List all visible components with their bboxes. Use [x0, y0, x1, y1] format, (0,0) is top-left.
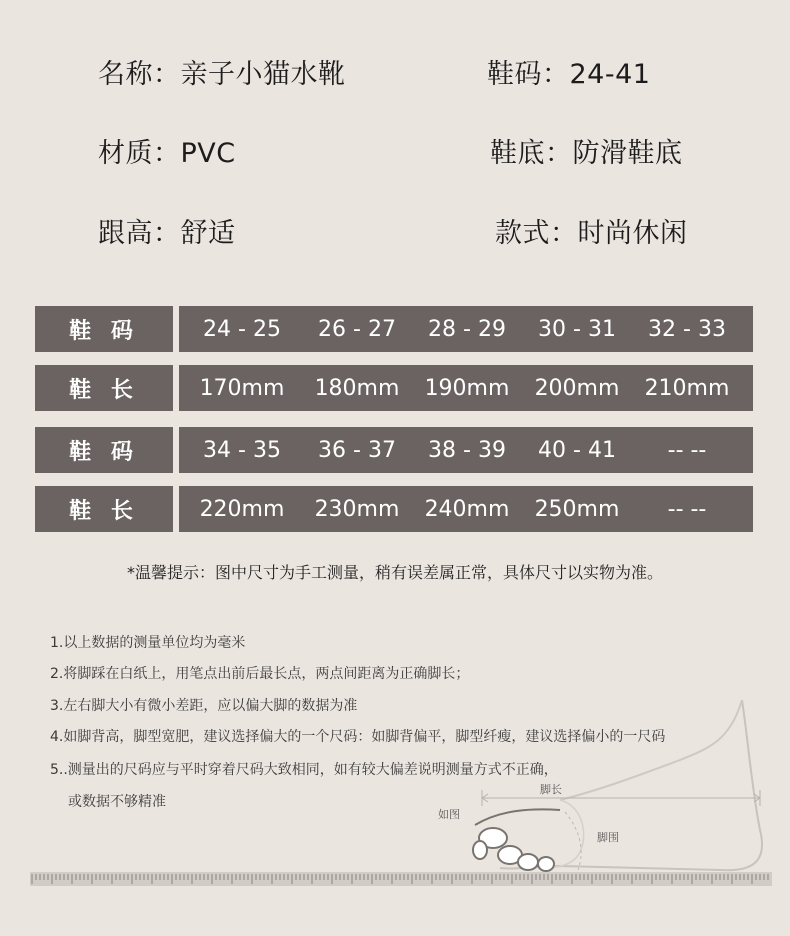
table-cell: 200mm [534, 375, 620, 401]
note-5-continued: 或数据不够精准 [68, 794, 166, 810]
spec-heel-height: 跟高：舒适 [98, 218, 236, 249]
table-cell: 26 - 27 [318, 316, 396, 342]
row-cells [179, 306, 753, 352]
foot-girth-label: 脚围 [597, 831, 619, 844]
table-cell: 34 - 35 [203, 437, 281, 463]
table-cell: 30 - 31 [538, 316, 616, 342]
spec-material: 材质：PVC [98, 138, 236, 169]
table-cell: -- -- [667, 437, 707, 463]
table-cell: 220mm [199, 496, 285, 522]
table-row-length-1 [35, 365, 753, 411]
table-cell: 190mm [424, 375, 510, 401]
row-header: 鞋 长 [35, 365, 173, 411]
table-cell: 40 - 41 [538, 437, 616, 463]
table-cell: 24 - 25 [203, 316, 281, 342]
spec-style: 款式：时尚休闲 [495, 218, 688, 249]
spec-name: 名称：亲子小猫水靴 [98, 59, 346, 90]
row-header: 鞋 长 [35, 486, 173, 532]
row-cells [179, 427, 753, 473]
note-1: 1.以上数据的测量单位均为毫米 [50, 635, 246, 651]
table-cell: 250mm [534, 496, 620, 522]
spec-sole: 鞋底：防滑鞋底 [490, 138, 683, 169]
row-header: 鞋 码 [35, 306, 173, 352]
table-cell: 38 - 39 [428, 437, 506, 463]
table-cell: 210mm [644, 375, 730, 401]
spec-size-range: 鞋码：24-41 [487, 59, 651, 90]
table-cell: 36 - 37 [318, 437, 396, 463]
foot-length-label: 脚长 [540, 783, 562, 796]
note-5: 5..测量出的尺码应与平时穿着尺码大致相同，如有较大偏差说明测量方式不正确， [50, 762, 558, 778]
row-cells [179, 486, 753, 532]
table-cell: 230mm [314, 496, 400, 522]
note-3: 3.左右脚大小有微小差距，应以偏大脚的数据为准 [50, 698, 358, 714]
row-header: 鞋 码 [35, 427, 173, 473]
table-cell: 240mm [424, 496, 510, 522]
table-cell: 28 - 29 [428, 316, 506, 342]
row-cells [179, 365, 753, 411]
table-cell: 170mm [199, 375, 285, 401]
toe-label: 如图 [438, 808, 460, 821]
table-row-size-1 [35, 306, 753, 352]
measurement-tip: *温馨提示：图中尺寸为手工测量，稍有误差属正常，具体尺寸以实物为准。 [126, 563, 663, 582]
table-row-length-2 [35, 486, 753, 532]
note-2: 2.将脚踩在白纸上，用笔点出前后最长点，两点间距离为正确脚长； [50, 666, 470, 682]
table-cell: 32 - 33 [648, 316, 726, 342]
table-row-size-2 [35, 427, 753, 473]
table-cell: 180mm [314, 375, 400, 401]
table-cell: -- -- [667, 496, 707, 522]
note-4: 4.如脚背高，脚型宽肥，建议选择偏大的一个尺码：如脚背偏平，脚型纤瘦，建议选择偏小的一尺码 [50, 729, 666, 745]
